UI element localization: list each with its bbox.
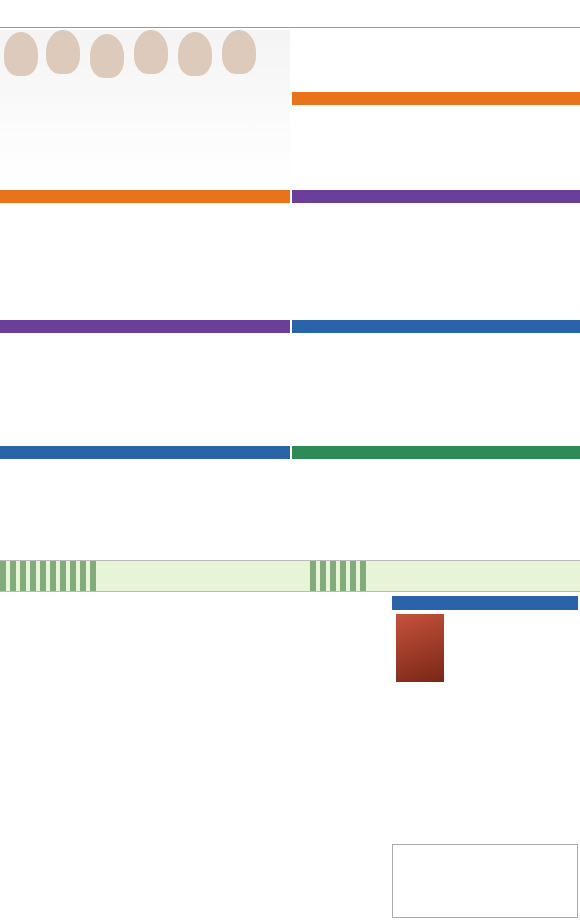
day-header [0, 446, 290, 459]
day-schedule [292, 333, 580, 335]
face-photo [222, 30, 256, 74]
day-header [292, 320, 580, 333]
day-block-tuesday [0, 446, 290, 558]
face-photo [46, 30, 80, 74]
day-block-friday [0, 190, 290, 318]
day-header [292, 92, 580, 105]
face-photo [134, 30, 168, 74]
face-photo [178, 32, 212, 76]
face-photo [90, 34, 124, 78]
book-description [392, 686, 578, 841]
day-schedule [0, 459, 290, 461]
day-block-wednesday [292, 446, 580, 558]
page-header [0, 0, 580, 28]
day-block-saturday [292, 190, 580, 318]
bookshop-ad [392, 844, 578, 918]
film-strip-decoration [0, 561, 100, 592]
day-schedule [0, 333, 290, 335]
day-header [292, 190, 580, 203]
cinema-banner [0, 560, 580, 592]
day-block-monday [292, 320, 580, 444]
tv-faces-photo [0, 30, 290, 75]
day-header [0, 190, 290, 203]
movie-posters [4, 606, 384, 656]
cinema-info [0, 594, 386, 604]
day-block-thursday [292, 92, 580, 188]
book-box [392, 612, 578, 686]
programmi-title-block [0, 30, 290, 185]
film-strip-decoration [310, 561, 370, 592]
day-schedule [292, 105, 580, 107]
day-schedule [292, 203, 580, 205]
face-photo [4, 32, 38, 76]
day-header [292, 446, 580, 459]
day-block-sunday [0, 320, 290, 444]
book-cover [396, 614, 444, 682]
day-schedule [292, 459, 580, 461]
book-heading [392, 596, 578, 610]
day-header [0, 320, 290, 333]
day-schedule [0, 203, 290, 205]
